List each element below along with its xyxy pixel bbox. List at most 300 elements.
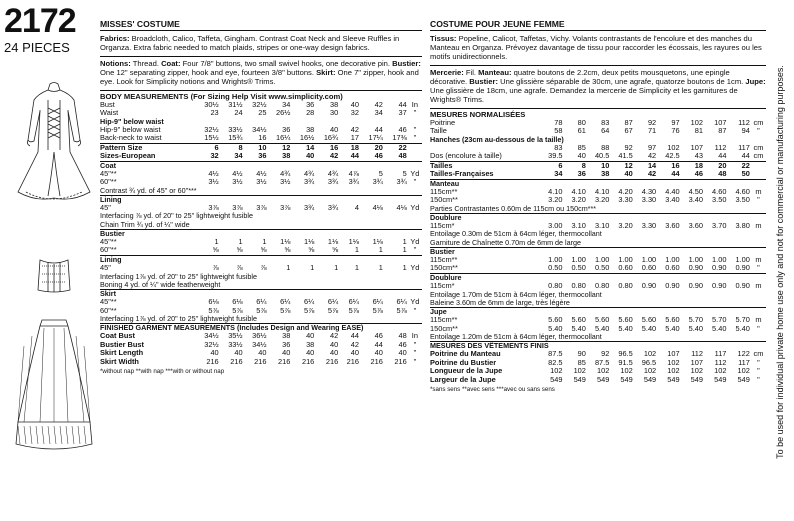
size-value: 3⅞ [256, 203, 267, 213]
size-value: 25 [258, 108, 267, 118]
size-value: 0.80 [618, 281, 633, 291]
size-value: 5.40 [571, 323, 586, 333]
size-value: 1.00 [594, 255, 610, 265]
size-value: 42 [329, 331, 339, 341]
size-value: 5.40 [641, 323, 657, 333]
size-value: 34½ [252, 339, 267, 349]
size-value: ⅞ [236, 263, 243, 273]
size-value: 44 [398, 100, 407, 109]
size-value: 14 [306, 142, 315, 152]
size-value: 4.50 [688, 186, 704, 196]
size-value: 40 [577, 151, 586, 161]
size-value: 18 [694, 160, 704, 170]
row-label: 115cm** [430, 255, 458, 265]
size-value: 15½ [204, 133, 219, 143]
size-value: 3.30 [618, 195, 633, 205]
size-value: 4½ [232, 168, 243, 178]
size-value: 80 [577, 118, 586, 127]
skirt-yardage-note-text: Interfacing 1⅞ yd. of 20" to 25" lightweight fusible [100, 313, 257, 323]
size-value: 92 [647, 118, 657, 127]
size-value: 0.90 [688, 263, 704, 273]
size-value: ⅝ [308, 245, 315, 255]
size-value: ⅝ [332, 245, 339, 255]
size-value: 32 [350, 108, 359, 118]
size-value: 3.00 [548, 221, 563, 231]
row-label: 60"** [100, 305, 117, 315]
size-value: 0.60 [618, 263, 633, 273]
row-label: 45"** [100, 297, 117, 307]
size-value: 1 [334, 263, 339, 273]
size-value: 15¾ [228, 133, 243, 143]
size-value: 4.10 [571, 186, 586, 196]
notions-text-thread: Thread. [132, 59, 159, 68]
row-label: 115cm** [430, 186, 458, 196]
size-value: 5.60 [641, 315, 657, 325]
size-value: 3¾ [304, 177, 315, 187]
size-value: 102 [643, 349, 657, 359]
row-label: Bustier Bust [100, 339, 144, 349]
size-value: 40 [234, 348, 243, 358]
size-value: 17¼ [368, 133, 383, 143]
size-value: 44 [374, 125, 383, 135]
size-value: 6 [558, 160, 563, 170]
size-value: 3.20 [571, 195, 586, 205]
unit-label: " [757, 126, 760, 136]
size-value: 4¾ [304, 168, 315, 178]
size-value: 94 [741, 126, 750, 136]
size-value: 71 [647, 126, 657, 136]
size-value: 34 [554, 169, 563, 179]
size-value: 10 [258, 142, 267, 152]
size-value: 0.80 [548, 281, 563, 291]
mercerie-label: Mercerie: [430, 68, 464, 77]
size-value: ⅝ [260, 245, 267, 255]
size-value: 0.90 [712, 281, 727, 291]
size-value: 43 [694, 151, 704, 161]
body-measurements-header: BODY MEASUREMENTS (For Sizing Help Visit www.simplicity.com) [100, 90, 422, 101]
row-label: 115cm* [430, 281, 455, 291]
notions-label: Notions: [100, 59, 131, 68]
bustier-illustration [14, 254, 94, 296]
size-value: 33½ [228, 339, 243, 349]
size-value: 10 [601, 160, 610, 170]
usage-restriction-note [771, 12, 789, 512]
size-value: ⅝ [284, 245, 291, 255]
size-value: 32½ [204, 339, 219, 349]
size-value: 4.10 [594, 186, 610, 196]
size-value: 39.5 [548, 151, 563, 161]
size-value: 5.40 [665, 323, 680, 333]
size-value: 24 [234, 108, 243, 118]
size-value: 92 [601, 349, 610, 359]
size-value: 5.60 [594, 315, 610, 325]
size-value: 216 [325, 356, 339, 366]
size-value: 5⅞ [280, 305, 291, 315]
size-value: 96.5 [641, 357, 657, 367]
unit-label: Yd [410, 168, 420, 178]
size-value: 3.20 [548, 195, 563, 205]
body-row [100, 134, 422, 143]
size-value: 1 [354, 263, 359, 273]
doublure-bustier-metrage-note [430, 299, 766, 308]
size-value: 3⅞ [208, 203, 219, 213]
mercerie-text-bustier: Une glissière séparable de 30cm, une agrafe, quatorze boutons de 1cm. [500, 77, 744, 86]
size-value: 87.5 [594, 357, 610, 367]
coat-back-illustration [14, 80, 94, 230]
row-label: 45"** [100, 168, 117, 178]
fabrics-text: Broadcloth, Calico, Taffeta, Gingham. Contrast Coat Neck and Sleeve Ruffles in Organza. Extra fabric needed to match plaids, stripes or one-way design fabrics. [100, 34, 400, 52]
jupe-metrage-title-text: Jupe [430, 306, 447, 316]
size-value: 5.70 [688, 315, 704, 325]
size-value: 87.5 [548, 349, 563, 359]
size-value: ⅝ [236, 245, 243, 255]
size-value: 107 [714, 118, 727, 127]
size-value: 1 [214, 237, 219, 247]
row-label: Poitrine [430, 118, 456, 127]
size-value: 102 [690, 366, 704, 376]
row-label: 150cm** [430, 263, 458, 273]
size-value: 3.60 [688, 221, 704, 231]
size-value: 40 [306, 348, 315, 358]
finished-row [100, 358, 422, 366]
size-value: 16 [258, 133, 267, 143]
doublure-manteau-metrage-note [430, 239, 766, 248]
size-value: 102 [667, 357, 680, 367]
size-value: 3¾ [372, 177, 383, 187]
size-value: 40.5 [594, 151, 610, 161]
tissus-text: Popeline, Calicot, Taffetas, Vichy. Volants contrastants de l'encolure et des manches du Manteau en Organza. Prévoyez davantage de tissu pour raccorder les écossais, les rayures ou les motifs unidirectionnels. [430, 34, 762, 61]
size-value: 16¼ [276, 133, 291, 143]
size-value: 4.30 [641, 186, 657, 196]
size-value: 12 [624, 160, 633, 170]
size-value: 22 [398, 142, 407, 152]
size-value: 38 [282, 331, 291, 341]
size-value: 40 [398, 348, 407, 358]
size-value: 28 [306, 108, 315, 118]
size-value: 3.50 [735, 195, 750, 205]
row-label: 45"** [100, 237, 117, 247]
size-value: 40 [306, 151, 315, 161]
en-footnote: *without nap **with nap ***with or without nap [100, 367, 225, 375]
fr-footnote: *sans sens **avec sens ***avec ou sans sens [430, 385, 555, 393]
size-value: 112 [691, 349, 704, 359]
row-label: Waist [100, 108, 119, 118]
unit-label: " [413, 177, 417, 187]
usage-restriction-text: To be used for individual private home use only and not for commercial or manufacturing purposes. [775, 65, 785, 459]
size-value: 1.00 [618, 255, 633, 265]
row-label: 150cm** [430, 323, 458, 333]
manteau-metrage-note [430, 205, 766, 214]
coat-lining-yardage-note-text: Interfacing ⅞ yd. of 20" to 25" lightweight fusible [100, 211, 253, 221]
size-value: 40 [282, 348, 291, 358]
size-value: 3½ [280, 177, 291, 187]
doublure-bustier-metrage-note-text: Entoilage 1.70m de 51cm à 64cm léger, thermocollant [430, 289, 602, 299]
size-value: 102 [737, 366, 750, 376]
size-value: 216 [230, 356, 243, 366]
size-value: 42 [647, 151, 657, 161]
size-value: 102 [667, 143, 680, 153]
size-value: 32½ [204, 125, 219, 135]
size-value: 5 [402, 168, 407, 178]
size-value: 216 [346, 356, 359, 366]
size-value: 40 [624, 169, 633, 179]
size-value: 36 [258, 151, 267, 161]
size-value: 1⅛ [304, 237, 315, 247]
mercerie-paragraph [430, 65, 766, 104]
size-value: 5.40 [548, 323, 563, 333]
coat-lining-yardage-title-text: Lining [100, 194, 122, 204]
size-value: 3.10 [594, 221, 610, 231]
size-value: 85 [577, 143, 586, 153]
notions-text-coat: Four 7/8" buttons, two small swivel hooks, one decorative pin. [182, 59, 391, 68]
fr-measure-table [430, 119, 766, 384]
manteau-metrage-note-text: Parties Contrastantes 0.60m de 115cm ou 150cm*** [430, 203, 597, 213]
english-title: MISSES' COSTUME [100, 20, 422, 31]
doublure-bustier-metrage-note-text: Baleine 3.60m de 6mm de large, très légère [430, 297, 570, 307]
size-value: 46 [398, 125, 407, 135]
size-value: 1.00 [548, 255, 563, 265]
size-value: 34½ [204, 331, 219, 341]
unit-label: " [413, 133, 417, 143]
size-value: 44 [350, 151, 359, 161]
size-value: 117 [738, 143, 750, 153]
row-label: Sizes-European [100, 151, 156, 161]
notions-text-bustier: One 12" separating zipper, hook and eye, fourteen 3/8" buttons. [100, 68, 314, 77]
size-value: 216 [254, 356, 267, 366]
size-value: 16 [329, 142, 339, 152]
size-value: 6¼ [280, 297, 291, 307]
size-value: 549 [643, 374, 657, 384]
size-value: 87 [718, 126, 727, 136]
size-value: 35½ [228, 331, 243, 341]
size-value: 38 [306, 339, 315, 349]
skirt-yardage-title-text: Skirt [100, 288, 116, 298]
row-label: Largeur de la Jupe [430, 374, 496, 384]
dos-row [430, 152, 766, 161]
english-panel [100, 20, 422, 376]
doublure-manteau-metrage-note-text: Garniture de Chaînette 0.70m de 6mm de large [430, 237, 582, 247]
notions-text-skirt: One 7" zipper, hook and eye. Look for Simplicity notions and Wrights® Trims. [100, 68, 419, 86]
size-value: 3½ [256, 177, 267, 187]
size-value: 4.60 [735, 186, 750, 196]
size-value: 3¾ [327, 177, 339, 187]
size-value: 1 [238, 237, 243, 247]
size-value: 5⅞ [256, 305, 267, 315]
size-value: 97 [671, 118, 680, 127]
unit-label: m [755, 315, 762, 325]
bustier-lining-yardage-title-text: Lining [100, 254, 122, 264]
bustier-yardage-row [100, 246, 422, 255]
bustier-yardage-title-text: Bustier [100, 228, 125, 238]
size-value: 17 [350, 133, 359, 143]
size-value: 5 [378, 168, 383, 178]
size-value: 1 [354, 245, 359, 255]
size-value: 96.5 [618, 349, 633, 359]
size-value: 30½ [204, 100, 219, 109]
size-value: 50 [741, 169, 750, 179]
size-value: 216 [394, 356, 407, 366]
fabrics-paragraph [100, 34, 422, 52]
size-value: 4⅞ [348, 168, 359, 178]
notions-coat-label: Coat: [161, 59, 181, 68]
size-value: 102 [620, 366, 633, 376]
finished-header-text: FINISHED GARMENT MEASUREMENTS (Includes Design and Wearing EASE) [100, 323, 364, 333]
size-value: 42 [374, 100, 383, 109]
size-value: 42 [350, 125, 359, 135]
size-value: 20 [718, 160, 727, 170]
unit-label: m [755, 186, 762, 196]
size-row [430, 170, 766, 179]
unit-label: " [413, 108, 417, 118]
row-label: Tailles-Françaises [430, 169, 494, 179]
size-value: 4¾ [327, 168, 339, 178]
size-value: 34 [282, 100, 291, 109]
row-label: 45" [100, 203, 111, 213]
size-value: 4.10 [548, 186, 563, 196]
row-label: 150cm** [430, 195, 458, 205]
size-value: 4.20 [618, 186, 633, 196]
size-value: 102 [573, 366, 586, 376]
size-value: 97 [647, 143, 657, 153]
size-value: 5⅞ [372, 305, 383, 315]
size-value: 40 [350, 348, 359, 358]
size-value: 3.70 [712, 221, 727, 231]
size-value: 14 [647, 160, 657, 170]
size-value: ⅝ [212, 245, 219, 255]
unit-label: " [757, 263, 760, 273]
size-value: 36 [282, 125, 291, 135]
size-value: 42 [350, 339, 359, 349]
doublure-manteau-metrage-title-text: Doublure [430, 212, 462, 222]
size-value: 6¼ [304, 297, 315, 307]
size-value: 3⅞ [280, 203, 291, 213]
size-value: 549 [737, 374, 750, 384]
size-value: 38 [329, 100, 339, 109]
size-value: 6¼ [327, 297, 339, 307]
size-value: 5.40 [712, 323, 727, 333]
unit-label: m [755, 255, 762, 265]
size-value: 1 [378, 245, 383, 255]
finished-header-text: MESURES DES VÊTEMENTS FINIS [430, 341, 549, 351]
size-value: 4⅛ [372, 203, 383, 213]
finished-row [430, 376, 766, 384]
size-value: 16¾ [323, 133, 339, 143]
size-value: 34 [374, 108, 383, 118]
row-label: 60"** [100, 245, 117, 255]
row-label: 45" [100, 263, 111, 273]
size-value: 3.30 [641, 221, 657, 231]
unit-label: In [411, 331, 418, 341]
unit-label: cm [753, 143, 764, 153]
size-value: 4¾ [280, 168, 291, 178]
row-label: Hip-9" below waist [100, 125, 161, 135]
mercerie-bustier-label: Bustier: [469, 77, 498, 86]
unit-label: cm [753, 349, 764, 359]
size-value: 44 [350, 331, 359, 341]
size-value: 117 [714, 349, 727, 359]
size-value: 91.5 [618, 357, 633, 367]
unit-label: " [757, 195, 760, 205]
size-value: 17⅜ [392, 133, 407, 143]
size-value: 31½ [228, 100, 243, 109]
row-label: Skirt Length [100, 348, 144, 358]
size-value: 5⅞ [396, 305, 407, 315]
size-value: 3¾ [327, 203, 339, 213]
size-value: 5.40 [594, 323, 610, 333]
row-label: Coat Bust [100, 331, 135, 341]
size-value: 5⅞ [208, 305, 219, 315]
size-value: 5.60 [571, 315, 586, 325]
size-value: ⅞ [212, 263, 219, 273]
mercerie-text-jupe: Une glissière de 18cm, une agrafe. Demandez la mercerie de Simplicity et les garnitures de Wrights® Trims. [430, 86, 738, 104]
size-value: 61 [577, 126, 586, 136]
size-value: 1.00 [735, 255, 750, 265]
size-value: 102 [596, 366, 610, 376]
size-value: 83 [554, 143, 563, 153]
size-value: 112 [714, 357, 727, 367]
size-value: 1⅛ [280, 237, 291, 247]
french-title: COSTUME POUR JEUNE FEMME [430, 20, 766, 31]
size-value: 4.60 [712, 186, 727, 196]
unit-label: cm [753, 118, 764, 127]
pieces-count: 24 PIECES [4, 40, 70, 55]
size-value: 112 [738, 118, 750, 127]
size-value: 107 [667, 349, 680, 359]
size-value: 48 [398, 331, 407, 341]
size-value: 102 [690, 118, 704, 127]
coat-yardage-note-text: Contrast ¾ yd. of 45" or 60"*** [100, 185, 197, 195]
size-value: 0.90 [735, 263, 750, 273]
size-value: 32½ [252, 100, 267, 109]
manteau-metrage-title-text: Manteau [430, 178, 460, 188]
size-value: 3.40 [665, 195, 680, 205]
row-label: Poitrine du Manteau [430, 349, 501, 359]
bustier-lining-yardage-note-text: Interfacing 1⅞ yd. of 20" to 25" lightweight fusible [100, 271, 257, 281]
mercerie-jupe-label: Jupe: [745, 77, 766, 86]
size-value: 6 [214, 142, 219, 152]
size-value: 6¼ [396, 297, 407, 307]
size-value: 26½ [276, 108, 291, 118]
unit-label: m [755, 281, 762, 291]
size-value: 34 [234, 151, 243, 161]
size-value: 216 [206, 356, 219, 366]
size-value: 1 [378, 263, 383, 273]
size-value: 16½ [299, 133, 315, 143]
size-value: 5⅞ [304, 305, 315, 315]
size-value: 549 [550, 374, 563, 384]
row-label: Pattern Size [100, 142, 143, 152]
size-value: 1.00 [688, 255, 704, 265]
size-value: 1⅛ [348, 237, 359, 247]
size-value: 5.70 [735, 315, 750, 325]
size-value: 4 [354, 203, 359, 213]
size-value: 64 [601, 126, 610, 136]
hip-label-text: Hip-9" below waist [100, 116, 164, 126]
size-value: 0.90 [641, 281, 657, 291]
pattern-id-block [4, 4, 94, 55]
size-value: 87 [624, 118, 633, 127]
hanches-label-text: Hanches (23cm au-dessous de la taille) [430, 134, 564, 144]
size-value: 40 [329, 339, 339, 349]
bustier-lining-yardage-note-text: Boning 4 yd. of ¼" wide featherweight [100, 279, 221, 289]
size-value: 36 [577, 169, 586, 179]
skirt-illustration [14, 316, 94, 456]
coat-yardage-note [100, 187, 422, 196]
size-value: 48 [718, 169, 727, 179]
size-value: 3.40 [688, 195, 704, 205]
size-value: 20 [374, 142, 383, 152]
unit-label: " [757, 323, 760, 333]
